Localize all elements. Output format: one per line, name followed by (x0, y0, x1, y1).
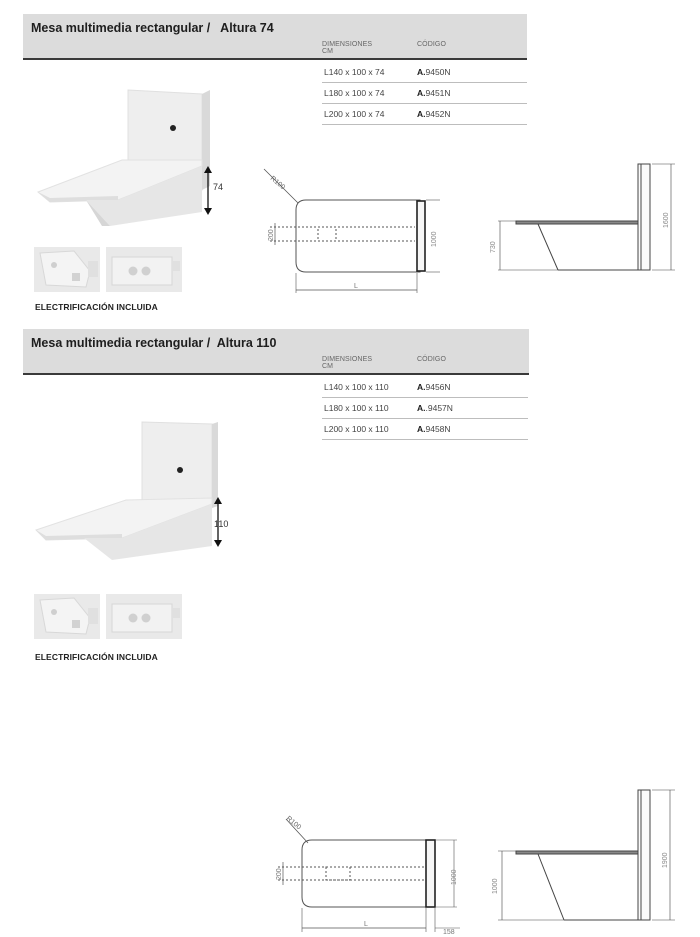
electrification-label: ELECTRIFICACIÓN INCLUIDA (35, 652, 158, 662)
plan-view-drawing (260, 807, 460, 937)
length-label: L (364, 921, 368, 928)
column-header-dimensions (322, 356, 402, 370)
product-render (30, 420, 230, 560)
code-prefix: A. (417, 88, 426, 98)
product-render (30, 86, 230, 226)
code-cell (417, 424, 451, 434)
code-number: 9456N (425, 382, 451, 392)
dimensions-cell: L200 x 100 x 74 (324, 109, 385, 119)
cable-hole-icon (177, 467, 183, 473)
electrification-photo-1 (34, 594, 100, 639)
side-elevation-drawing (480, 782, 680, 932)
table-row (322, 377, 528, 398)
electrification-photo-1 (34, 247, 100, 292)
side-elevation-drawing (480, 150, 680, 290)
code-prefix: A. (417, 67, 426, 77)
section-title: Mesa multimedia rectangular / Altura 110 (31, 336, 277, 350)
dimensions-cell: L140 x 100 x 110 (324, 382, 389, 392)
dimensions-cell: L180 x 100 x 74 (324, 88, 385, 98)
electrification-photo-2 (106, 247, 182, 292)
code-prefix: A. (417, 109, 426, 119)
radius-label: R100 (268, 175, 287, 192)
length-label: L (354, 283, 358, 290)
radius-label: R100 (284, 815, 303, 832)
column-header-dimensions (322, 41, 402, 55)
table-row (322, 398, 528, 419)
code-cell (417, 67, 451, 77)
plan-view-drawing (260, 165, 440, 300)
electrification-photos (34, 247, 182, 292)
code-number: 9452N (425, 109, 451, 119)
dimensions-label: DIMENSIONES (322, 356, 373, 363)
code-cell (417, 109, 451, 119)
code-number: 9450N (425, 67, 451, 77)
cable-hole-icon (170, 125, 176, 131)
code-prefix: A. (417, 403, 426, 413)
product-section-altura-110 (0, 322, 700, 936)
spec-table (322, 377, 528, 440)
table-row (322, 419, 528, 440)
product-section-altura-74 (0, 0, 700, 320)
height-label: 74 (213, 182, 224, 192)
dimensions-unit: CM (322, 48, 334, 55)
code-cell (417, 88, 451, 98)
table-row (322, 62, 527, 83)
table-row (322, 83, 527, 104)
depth-label: 1000 (431, 231, 438, 247)
dimensions-label: DIMENSIONES (322, 41, 373, 48)
code-prefix: A. (417, 382, 426, 392)
depth-label: 1000 (451, 869, 458, 885)
dimensions-cell: L140 x 100 x 74 (324, 67, 385, 77)
electrification-label: ELECTRIFICACIÓN INCLUIDA (35, 302, 158, 312)
total-height-label: 1600 (663, 212, 670, 228)
code-cell (417, 382, 451, 392)
code-prefix: A. (417, 424, 426, 434)
code-number: 9458N (425, 424, 451, 434)
panel-width-label: 158 (443, 929, 455, 936)
table-height-label: 1000 (492, 878, 499, 894)
height-label: 110 (214, 519, 229, 529)
gap-label: 200 (268, 229, 275, 241)
code-number: .9457N (425, 403, 453, 413)
section-title: Mesa multimedia rectangular / Altura 74 (31, 21, 274, 35)
table-row (322, 104, 527, 125)
section-header (23, 14, 527, 60)
code-number: 9451N (425, 88, 451, 98)
dimensions-cell: L180 x 100 x 110 (324, 403, 389, 413)
gap-label: 200 (276, 868, 283, 880)
spec-table (322, 62, 527, 125)
table-height-label: 730 (490, 241, 497, 253)
column-header-code: CÓDIGO (417, 356, 446, 363)
dimensions-cell: L200 x 100 x 110 (324, 424, 389, 434)
code-cell (417, 403, 453, 413)
electrification-photo-2 (106, 594, 182, 639)
total-height-label: 1900 (662, 852, 669, 868)
electrification-photos (34, 594, 182, 639)
column-header-code: CÓDIGO (417, 41, 446, 48)
section-header (23, 329, 529, 375)
dimensions-unit: CM (322, 363, 334, 370)
